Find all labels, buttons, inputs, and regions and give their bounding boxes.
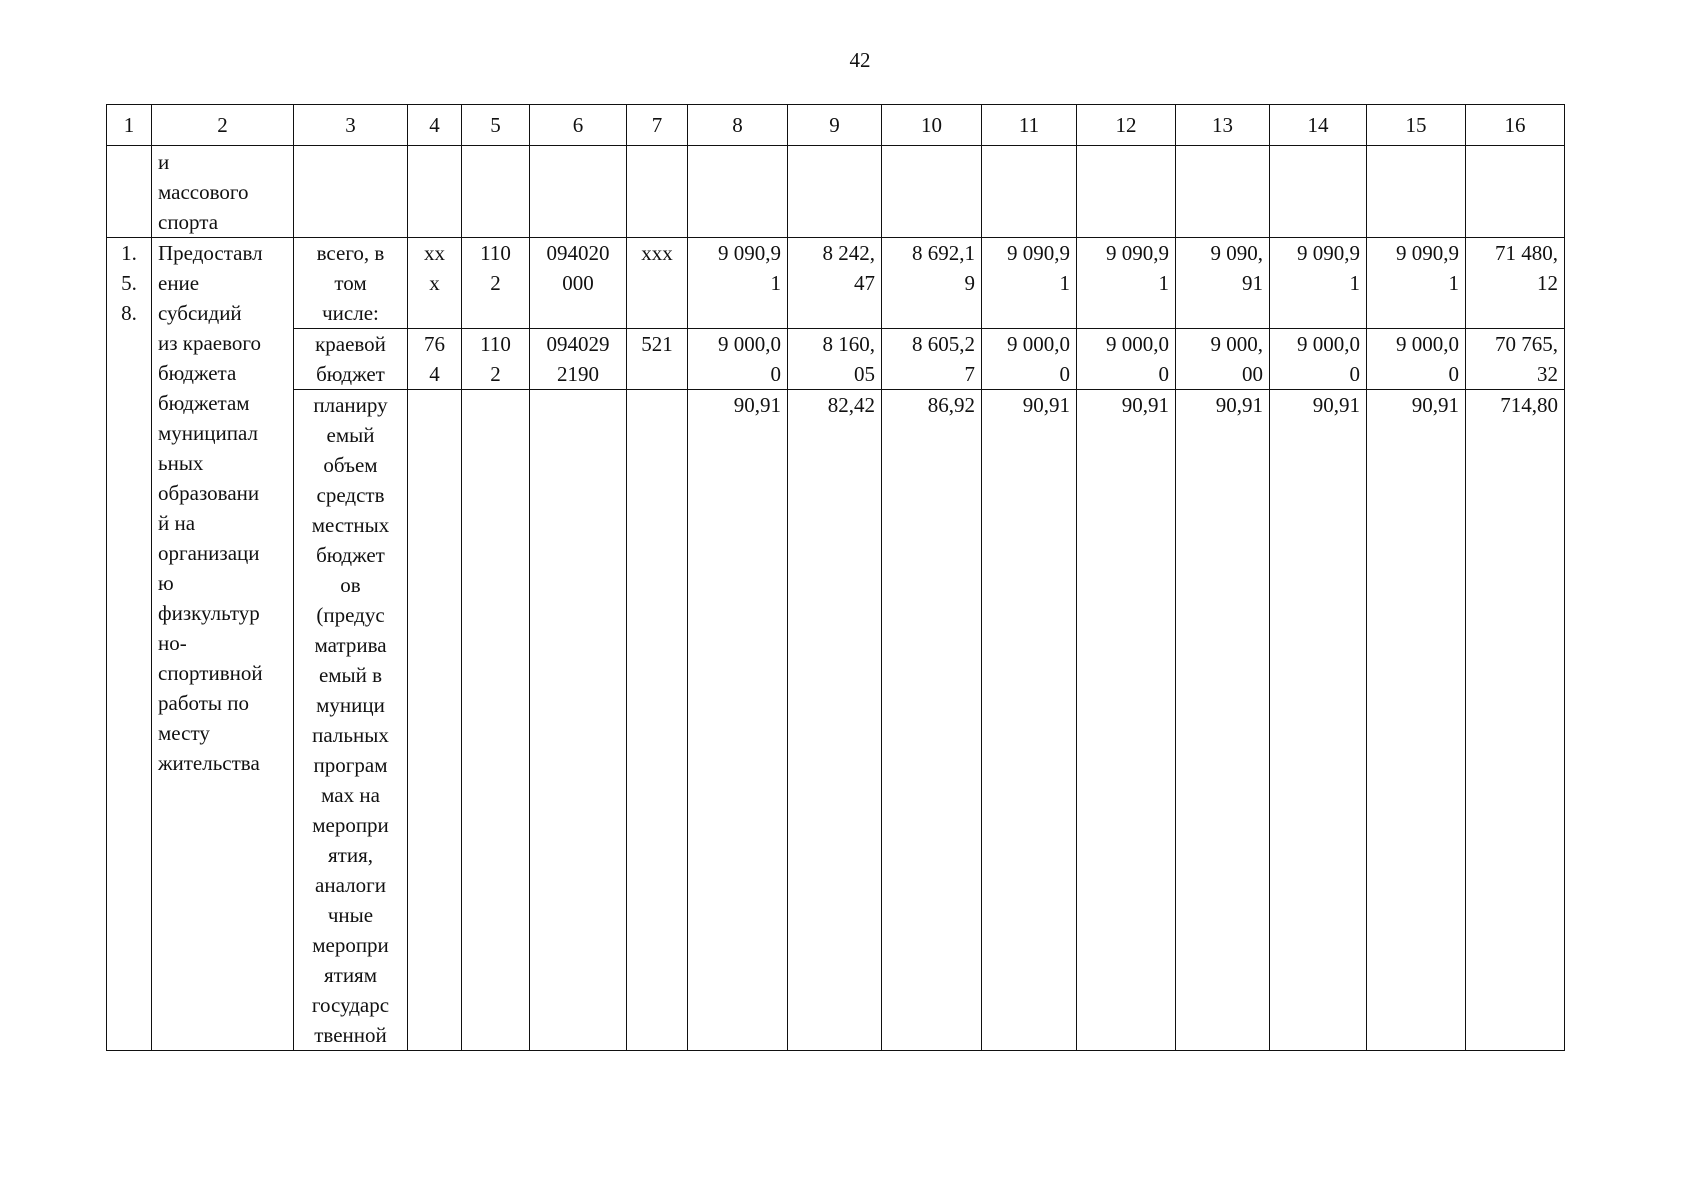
text-line: 094029 [546, 332, 610, 356]
text-line: из краевого [158, 331, 261, 355]
text-line: 0 [1059, 362, 1070, 386]
code-cell [408, 329, 462, 390]
text-line: х [429, 271, 440, 295]
header-cell: 6 [530, 105, 627, 146]
text-line: Предоставл [158, 241, 263, 265]
text-line: спортивной [158, 661, 263, 685]
text-line: всего, в [316, 241, 385, 265]
value-cell [1077, 329, 1176, 390]
text-line: но- [158, 631, 187, 655]
text-line: образовани [158, 481, 260, 505]
text-line: чные [327, 903, 374, 927]
table-cell [530, 146, 627, 238]
text-line: 110 [480, 332, 511, 356]
text-line: массового [158, 180, 249, 204]
header-cell: 11 [982, 105, 1077, 146]
text-line: матрива [314, 633, 387, 657]
continuation-row [107, 146, 1565, 238]
text-line: 9 090, [1210, 241, 1263, 265]
table-cell [294, 146, 408, 238]
header-row [107, 105, 1565, 146]
value-cell: 82,42 [788, 390, 882, 1051]
header-cell: 4 [408, 105, 462, 146]
code-cell [530, 390, 627, 1051]
table-cell [688, 146, 788, 238]
text-line: жительства [158, 751, 260, 775]
text-line: ьных [158, 451, 204, 475]
table-cell [1466, 146, 1565, 238]
text-line: числе: [322, 301, 379, 325]
text-line: 0 [1349, 362, 1360, 386]
funding-source [294, 238, 408, 329]
text-line: 9 000,0 [1106, 332, 1169, 356]
text-line: 9 000,0 [1396, 332, 1459, 356]
text-line: 521 [641, 332, 673, 356]
text-line: 1 [1158, 271, 1169, 295]
item-number [107, 238, 152, 1051]
text-line: 9 090,9 [1396, 241, 1459, 265]
table-cell [408, 146, 462, 238]
code-cell [530, 329, 627, 390]
value-cell [882, 238, 982, 329]
text-line: мах на [321, 783, 380, 807]
text-line: планиру [313, 393, 388, 417]
text-line: ххх [641, 241, 673, 265]
value-cell [982, 238, 1077, 329]
text-line: 1 [1349, 271, 1360, 295]
value-cell [788, 238, 882, 329]
header-cell: 14 [1270, 105, 1367, 146]
table-cell [982, 146, 1077, 238]
text-line: 2 [490, 271, 501, 295]
text-line: 47 [854, 271, 875, 295]
text-line: 9 000,0 [1297, 332, 1360, 356]
text-line: 32 [1537, 362, 1558, 386]
table-cell [627, 146, 688, 238]
text-line: 91 [1242, 271, 1263, 295]
code-cell [627, 329, 688, 390]
code-cell [408, 390, 462, 1051]
header-cell: 9 [788, 105, 882, 146]
text-line: 9 090,9 [1297, 241, 1360, 265]
text-line: меропри [312, 933, 389, 957]
text-line: 71 480, [1495, 241, 1558, 265]
value-cell [982, 329, 1077, 390]
header-cell: 3 [294, 105, 408, 146]
text-line: 05 [854, 362, 875, 386]
table-cell [1270, 146, 1367, 238]
text-line: объем [323, 453, 378, 477]
header-cell: 15 [1367, 105, 1466, 146]
value-cell [788, 329, 882, 390]
header-cell: 8 [688, 105, 788, 146]
code-cell [462, 238, 530, 329]
text-line: ю [158, 571, 174, 595]
table-cell [462, 146, 530, 238]
value-cell [1466, 238, 1565, 329]
header-cell: 5 [462, 105, 530, 146]
text-line: 1 [770, 271, 781, 295]
text-line: аналоги [315, 873, 386, 897]
text-line: месту [158, 721, 210, 745]
text-line: 2190 [557, 362, 599, 386]
text-line: ов [340, 573, 361, 597]
table-cell [1367, 146, 1466, 238]
text-line: организаци [158, 541, 260, 565]
funding-source [294, 390, 408, 1051]
text-line: 9 [964, 271, 975, 295]
header-cell: 2 [152, 105, 294, 146]
value-cell [882, 329, 982, 390]
value-cell [1077, 238, 1176, 329]
table-cell [107, 146, 152, 238]
header-cell: 1 [107, 105, 152, 146]
text-line: хх [424, 241, 445, 265]
text-line: 70 765, [1495, 332, 1558, 356]
text-line: 110 [480, 241, 511, 265]
text-line: 00 [1242, 362, 1263, 386]
value-cell [1176, 238, 1270, 329]
code-cell [627, 390, 688, 1051]
text-line: бюджет [316, 362, 385, 386]
text-line: том [334, 271, 367, 295]
page-number: 42 [849, 48, 871, 72]
value-cell [1466, 329, 1565, 390]
value-cell [1176, 329, 1270, 390]
value-cell [1367, 238, 1466, 329]
value-cell: 714,80 [1466, 390, 1565, 1051]
table-cell [1077, 146, 1176, 238]
header-cell: 12 [1077, 105, 1176, 146]
value-cell [688, 329, 788, 390]
code-cell [462, 329, 530, 390]
table-cell [882, 146, 982, 238]
text-line: й на [158, 511, 196, 535]
row-local-budget [107, 390, 1565, 1051]
value-cell [1270, 329, 1367, 390]
text-line: ятиям [323, 963, 378, 987]
text-line: физкультур [158, 601, 260, 625]
text-line: муници [316, 693, 385, 717]
text-line: спорта [158, 210, 219, 234]
code-cell [627, 238, 688, 329]
code-cell [530, 238, 627, 329]
text-line: 7 [964, 362, 975, 386]
text-line: бюджетам [158, 391, 250, 415]
text-line: емый в [318, 663, 383, 687]
text-line: (предус [316, 603, 385, 627]
text-line: 5. [121, 271, 137, 295]
text-line: государс [311, 993, 390, 1017]
value-cell: 90,91 [982, 390, 1077, 1051]
text-line: 8 605,2 [912, 332, 975, 356]
text-line: краевой [315, 332, 386, 356]
text-line: 9 090,9 [718, 241, 781, 265]
text-line: средств [316, 483, 385, 507]
text-line: местных [311, 513, 390, 537]
text-line: 1 [1059, 271, 1070, 295]
value-cell: 90,91 [1367, 390, 1466, 1051]
text-line: муниципал [158, 421, 258, 445]
row-regional-budget [107, 329, 1565, 390]
header-cell: 10 [882, 105, 982, 146]
continuation-text [152, 146, 294, 238]
value-cell [688, 238, 788, 329]
text-line: 000 [562, 271, 594, 295]
value-cell: 90,91 [688, 390, 788, 1051]
text-line: меропри [312, 813, 389, 837]
text-line: 12 [1537, 271, 1558, 295]
text-line: 1. [121, 241, 137, 265]
text-line: бюджет [316, 543, 385, 567]
header-cell: 16 [1466, 105, 1565, 146]
text-line: 8 692,1 [912, 241, 975, 265]
text-line: 0 [770, 362, 781, 386]
text-line: 0 [1158, 362, 1169, 386]
text-line: 8. [121, 301, 137, 325]
text-line: ятия, [328, 843, 373, 867]
text-line: 9 090,9 [1106, 241, 1169, 265]
text-line: 094020 [546, 241, 610, 265]
text-line: 9 000,0 [1007, 332, 1070, 356]
text-line: 1 [1448, 271, 1459, 295]
text-line: и [158, 150, 170, 174]
value-cell [1367, 329, 1466, 390]
budget-table [106, 104, 1565, 1051]
text-line: 9 000,0 [718, 332, 781, 356]
text-line: работы по [158, 691, 250, 715]
value-cell: 90,91 [1176, 390, 1270, 1051]
text-line: програм [313, 753, 388, 777]
text-line: твенной [314, 1023, 387, 1047]
table-cell [788, 146, 882, 238]
row-total [107, 238, 1565, 329]
text-line: 9 090,9 [1007, 241, 1070, 265]
table-cell [1176, 146, 1270, 238]
header-cell: 7 [627, 105, 688, 146]
header-cell: 13 [1176, 105, 1270, 146]
text-line: 0 [1448, 362, 1459, 386]
value-cell: 90,91 [1077, 390, 1176, 1051]
text-line: 4 [429, 362, 440, 386]
text-line: 2 [490, 362, 501, 386]
text-line: 9 000, [1210, 332, 1263, 356]
text-line: ение [158, 271, 200, 295]
text-line: 76 [424, 332, 445, 356]
value-cell [1270, 238, 1367, 329]
funding-source [294, 329, 408, 390]
item-name [152, 238, 294, 1051]
text-line: бюджета [158, 361, 237, 385]
text-line: 8 242, [822, 241, 875, 265]
value-cell: 86,92 [882, 390, 982, 1051]
text-line: емый [326, 423, 375, 447]
value-cell: 90,91 [1270, 390, 1367, 1051]
text-line: субсидий [158, 301, 242, 325]
text-line: пальных [312, 723, 389, 747]
code-cell [462, 390, 530, 1051]
code-cell [408, 238, 462, 329]
text-line: 8 160, [822, 332, 875, 356]
